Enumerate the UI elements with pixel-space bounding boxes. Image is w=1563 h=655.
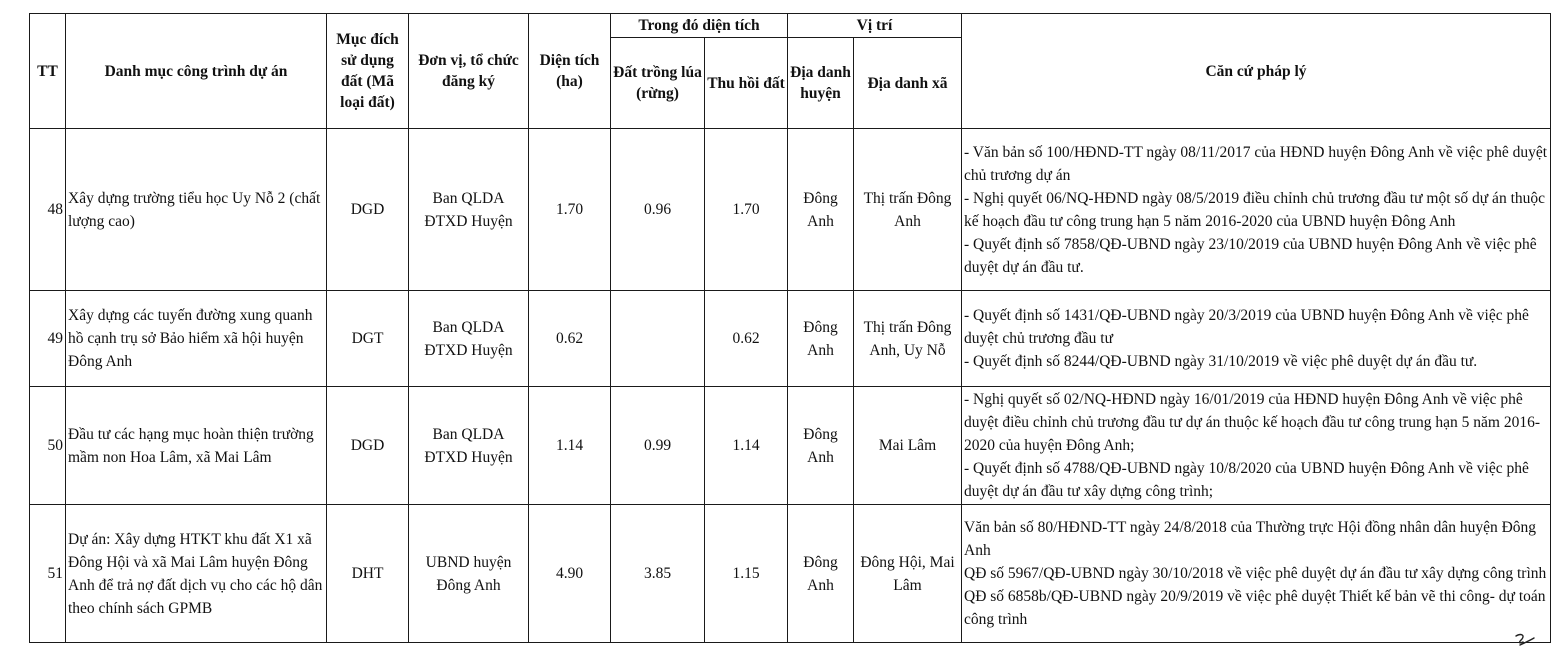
row-paddy: 0.99: [611, 387, 705, 505]
row-unit: Ban QLDA ĐTXD Huyện: [409, 291, 529, 387]
header-purpose: Mục đích sử dụng đất (Mã loại đất): [327, 14, 409, 129]
row-project: Đầu tư các hạng mục hoàn thiện trường mầm non Hoa Lâm, xã Mai Lâm: [66, 387, 327, 505]
row-recovered: 1.70: [705, 129, 788, 291]
row-recovered: 1.15: [705, 505, 788, 643]
row-recovered: 0.62: [705, 291, 788, 387]
legal-line: QĐ số 5967/QĐ-UBND ngày 30/10/2018 về việc phê duyệt dự án đầu tư xây dựng công trình: [964, 565, 1547, 582]
table-row: [30, 387, 1551, 505]
row-tt: 50: [30, 387, 66, 505]
legal-line: - Quyết định số 4788/QĐ-UBND ngày 10/8/2020 của UBND huyện Đông Anh về việc phê duyệt dự án đầu tư xây dựng công trình;: [964, 460, 1529, 500]
row-commune: Thị trấn Đông Anh: [854, 129, 962, 291]
row-recovered: 1.14: [705, 387, 788, 505]
row-commune: Mai Lâm: [854, 387, 962, 505]
legal-line: - Quyết định số 7858/QĐ-UBND ngày 23/10/2019 của UBND huyện Đông Anh về việc phê duyệt dự án đầu tư.: [964, 235, 1537, 276]
row-unit: Ban QLDA ĐTXD Huyện: [409, 387, 529, 505]
legal-line: - Quyết định số 8244/QĐ-UBND ngày 31/10/2019 về việc phê duyệt dự án đầu tư.: [964, 353, 1478, 370]
row-district: Đông Anh: [788, 387, 854, 505]
table-row: [30, 129, 1551, 291]
legal-line: - Văn bản số 100/HĐND-TT ngày 08/11/2017 của HĐND huyện Đông Anh về việc phê duyệt chủ trương dự án: [964, 143, 1548, 184]
initial-mark-icon: [1512, 632, 1536, 650]
row-commune: Đông Hội, Mai Lâm: [854, 505, 962, 643]
row-purpose: DGD: [327, 129, 409, 291]
row-district: Đông Anh: [788, 291, 854, 387]
row-purpose: DGT: [327, 291, 409, 387]
row-area: 1.14: [529, 387, 611, 505]
row-unit: Ban QLDA ĐTXD Huyện: [409, 129, 529, 291]
row-project: Xây dựng trường tiểu học Uy Nỗ 2 (chất lượng cao): [66, 129, 327, 291]
header-commune: Địa danh xã: [854, 38, 962, 129]
row-legal: [962, 387, 1551, 505]
row-paddy: 0.96: [611, 129, 705, 291]
row-area: 0.62: [529, 291, 611, 387]
table-row: [30, 291, 1551, 387]
legal-line: - Nghị quyết số 02/NQ-HĐND ngày 16/01/2019 của HĐND huyện Đông Anh về việc phê duyệt điều chỉnh chủ trương đầu tư dự án thuộc kế hoạch đầu tư công trung hạn 5 năm 2016-2020 của huyện Đông Anh;: [964, 391, 1540, 454]
row-commune: Thị trấn Đông Anh, Uy Nỗ: [854, 291, 962, 387]
header-paddy: Đất trồng lúa (rừng): [611, 38, 705, 129]
row-district: Đông Anh: [788, 129, 854, 291]
header-legal: Căn cứ pháp lý: [962, 14, 1551, 129]
row-purpose: DGD: [327, 387, 409, 505]
header-area-group: Trong đó diện tích: [611, 14, 788, 38]
land-use-table: [29, 13, 1551, 643]
row-unit: UBND huyện Đông Anh: [409, 505, 529, 643]
row-area: 1.70: [529, 129, 611, 291]
legal-line: Văn bản số 80/HĐND-TT ngày 24/8/2018 của Thường trực Hội đồng nhân dân huyện Đông Anh: [964, 519, 1537, 559]
row-purpose: DHT: [327, 505, 409, 643]
header-area: Diện tích (ha): [529, 14, 611, 129]
legal-line: - Quyết định số 1431/QĐ-UBND ngày 20/3/2019 của UBND huyện Đông Anh về việc phê duyệt chủ trương đầu tư: [964, 307, 1529, 347]
header-district: Địa danh huyện: [788, 38, 854, 129]
row-paddy: 3.85: [611, 505, 705, 643]
row-area: 4.90: [529, 505, 611, 643]
table-row: [30, 505, 1551, 643]
row-tt: 48: [30, 129, 66, 291]
header-project: Danh mục công trình dự án: [66, 14, 327, 129]
row-district: Đông Anh: [788, 505, 854, 643]
row-legal: [962, 129, 1551, 291]
header-recovered: Thu hồi đất: [705, 38, 788, 129]
legal-line: QĐ số 6858b/QĐ-UBND ngày 20/9/2019 về việc phê duyệt Thiết kế bản vẽ thi công- dự toán công trình: [964, 588, 1546, 628]
header-unit: Đơn vị, tổ chức đăng ký: [409, 14, 529, 129]
header-tt: TT: [30, 14, 66, 129]
row-tt: 49: [30, 291, 66, 387]
row-legal: [962, 291, 1551, 387]
row-project: Xây dựng các tuyến đường xung quanh hồ cạnh trụ sở Bảo hiểm xã hội huyện Đông Anh: [66, 291, 327, 387]
row-paddy: [611, 291, 705, 387]
header-location-group: Vị trí: [788, 14, 962, 38]
row-legal: [962, 505, 1551, 643]
legal-line: - Nghị quyết 06/NQ-HĐND ngày 08/5/2019 điều chỉnh chủ trương đầu tư một số dự án thuộc kế hoạch đầu tư công trung hạn 5 năm 2016-2020 của UBND huyện Đông Anh: [964, 189, 1546, 230]
row-project: Dự án: Xây dựng HTKT khu đất X1 xã Đông Hội và xã Mai Lâm huyện Đông Anh để trả nợ đất dịch vụ cho các hộ dân theo chính sách GPMB: [66, 505, 327, 643]
row-tt: 51: [30, 505, 66, 643]
